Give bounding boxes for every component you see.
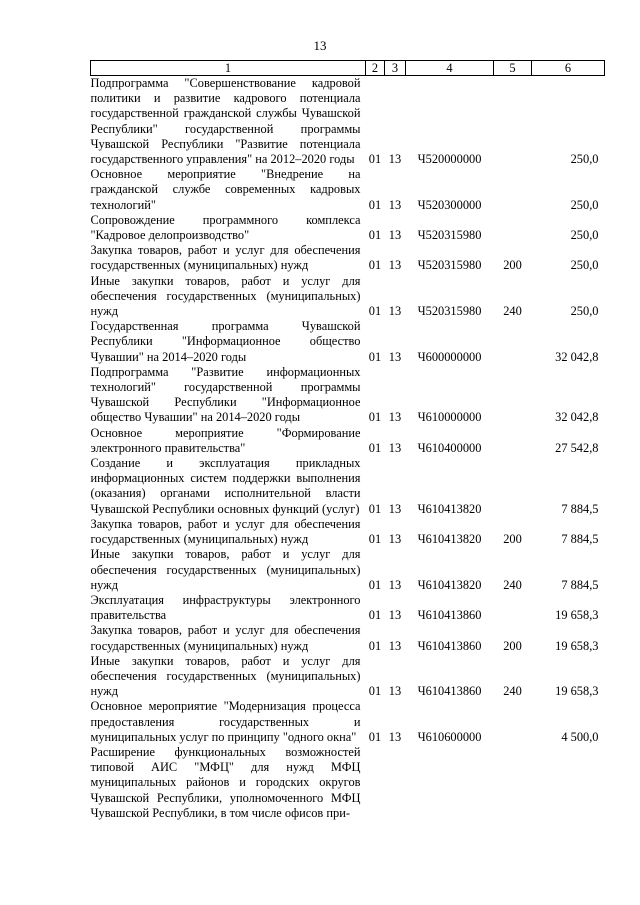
row-target-article: Ч610413820: [417, 577, 482, 592]
row-amount: 7 884,5: [561, 501, 599, 516]
row-subsection: 13: [388, 197, 402, 212]
row-amount: 250,0: [570, 197, 599, 212]
row-expense-type: [494, 167, 532, 213]
row-amount: 4 500,0: [561, 729, 599, 744]
row-name: Эксплуатация инфраструктуры электронного правительства: [90, 592, 361, 623]
row-section: 01: [368, 608, 382, 623]
row-amount: 7 884,5: [561, 532, 599, 547]
row-section: 01: [368, 349, 382, 364]
row-expense-type: [494, 593, 532, 623]
row-subsection: 13: [388, 258, 402, 273]
row-target-article: Ч610413820: [417, 532, 482, 547]
row-name: Иные закупки товаров, работ и услуг для обеспечения государственных (муниципальных) нужд: [90, 653, 361, 699]
row-expense-type: 240: [503, 304, 522, 319]
row-target-article: Ч520300000: [417, 197, 482, 212]
row-subsection: 13: [388, 349, 402, 364]
row-subsection: 13: [388, 440, 402, 455]
row-name: Закупка товаров, работ и услуг для обеспечения государственных (муниципальных) нужд: [90, 516, 361, 547]
row-expense-type: [494, 365, 532, 426]
row-name: Сопровождение программного комплекса "Кадровое делопроизводство": [90, 212, 361, 243]
table-row: [91, 456, 605, 517]
row-name: Закупка товаров, работ и услуг для обеспечения государственных (муниципальных) нужд: [90, 243, 361, 273]
row-amount: 19 658,3: [555, 684, 599, 699]
page-number: 13: [313, 38, 327, 53]
column-header-1: 1: [91, 61, 366, 76]
row-section: 01: [368, 577, 382, 592]
row-target-article: Ч600000000: [417, 349, 482, 364]
column-header-2: 2: [366, 61, 385, 76]
row-name: Иные закупки товаров, работ и услуг для обеспечения государственных (муниципальных) нужд: [90, 273, 361, 319]
row-name: Основное мероприятие "Внедрение на гражданской службе современных кадровых технологий": [90, 167, 361, 212]
table-row: [91, 319, 605, 365]
row-name: Подпрограмма "Развитие информационных технологий" государственной программы Чувашской Республики "Информационное общество Чувашии" на 2014–2020 годы: [90, 364, 361, 425]
row-amount: 7 884,5: [561, 577, 599, 592]
row-subsection: 13: [388, 577, 402, 592]
row-subsection: 13: [388, 152, 402, 167]
row-amount: 32 042,8: [555, 410, 599, 425]
row-section: 01: [368, 197, 382, 212]
row-section: 01: [368, 304, 382, 319]
table-row: [91, 76, 605, 168]
column-header-3: 3: [385, 61, 406, 76]
row-section: 01: [368, 684, 382, 699]
row-target-article: Ч520000000: [417, 152, 482, 167]
row-expense-type: [494, 699, 532, 745]
table-row: [91, 243, 605, 273]
row-section: 01: [368, 152, 382, 167]
row-name: Подпрограмма "Совершенствование кадровой политики и развитие кадрового потенциала государственной гражданской службы Чувашской Республики" государственной программы Чувашской Республики "Развитие потенциала государственного управления" на 2012–2020 годы: [90, 76, 361, 167]
table-row: [91, 654, 605, 700]
row-subsection: 13: [388, 501, 402, 516]
row-amount: 250,0: [570, 228, 599, 243]
row-section: 01: [368, 440, 382, 455]
row-subsection: 13: [388, 304, 402, 319]
row-expense-type: [494, 426, 532, 456]
row-section: 01: [368, 228, 382, 243]
budget-table: [90, 60, 605, 821]
row-expense-type: 200: [503, 638, 522, 653]
table-row: [91, 547, 605, 593]
trailing-row: [91, 745, 605, 821]
row-section: 01: [368, 638, 382, 653]
row-section: 01: [368, 532, 382, 547]
row-target-article: Ч520315980: [417, 258, 482, 273]
row-amount: 250,0: [570, 152, 599, 167]
trailing-row-name: Расширение функциональных возможностей типовой АИС "МФЦ" для нужд МФЦ муниципальных районов и городских округов Чувашской Республики, уполномоченного МФЦ Чувашской Республики, в том числе офисов при-: [90, 744, 361, 820]
table-row: [91, 593, 605, 623]
table-row: [91, 274, 605, 320]
row-name: Государственная программа Чувашской Республики "Информационное общество Чувашии" на 2014–2020 годы: [90, 319, 361, 364]
table-row: [91, 213, 605, 243]
table-row: [91, 517, 605, 547]
row-target-article: Ч520315980: [417, 304, 482, 319]
column-header-6: 6: [532, 61, 605, 76]
row-section: 01: [368, 729, 382, 744]
row-target-article: Ч520315980: [417, 228, 482, 243]
row-target-article: Ч610600000: [417, 729, 482, 744]
row-name: Создание и эксплуатация прикладных информационных систем поддержки выполнения (оказания) органами исполнительной власти Чувашской Республики основных функций (услуг): [90, 456, 361, 516]
row-expense-type: [494, 213, 532, 243]
row-expense-type: 240: [503, 684, 522, 699]
column-header-4: 4: [406, 61, 494, 76]
row-subsection: 13: [388, 228, 402, 243]
row-subsection: 13: [388, 532, 402, 547]
row-expense-type: 240: [503, 577, 522, 592]
table-row: [91, 623, 605, 653]
row-expense-type: 200: [503, 532, 522, 547]
row-target-article: Ч610413820: [417, 501, 482, 516]
row-amount: 27 542,8: [555, 440, 599, 455]
row-subsection: 13: [388, 638, 402, 653]
table-row: [91, 167, 605, 213]
row-name: Иные закупки товаров, работ и услуг для обеспечения государственных (муниципальных) нужд: [90, 547, 361, 592]
row-amount: 19 658,3: [555, 608, 599, 623]
row-section: 01: [368, 501, 382, 516]
table-row: [91, 365, 605, 426]
row-subsection: 13: [388, 410, 402, 425]
row-expense-type: [494, 319, 532, 365]
row-subsection: 13: [388, 608, 402, 623]
row-section: 01: [368, 410, 382, 425]
row-target-article: Ч610000000: [417, 410, 482, 425]
row-name: Закупка товаров, работ и услуг для обеспечения государственных (муниципальных) нужд: [90, 623, 361, 653]
row-name: Основное мероприятие "Модернизация процесса предоставления государственных и муниципальных услуг по принципу "одного окна": [90, 699, 361, 744]
row-target-article: Ч610413860: [417, 638, 482, 653]
row-expense-type: [494, 76, 532, 168]
row-amount: 32 042,8: [555, 349, 599, 364]
row-amount: 250,0: [570, 304, 599, 319]
row-target-article: Ч610413860: [417, 684, 482, 699]
row-amount: 19 658,3: [555, 638, 599, 653]
row-name: Основное мероприятие "Формирование электронного правительства": [90, 425, 361, 455]
row-expense-type: [494, 456, 532, 517]
row-subsection: 13: [388, 729, 402, 744]
column-header-5: 5: [494, 61, 532, 76]
row-amount: 250,0: [570, 258, 599, 273]
row-section: 01: [368, 258, 382, 273]
table-row: [91, 426, 605, 456]
table-row: [91, 699, 605, 745]
row-subsection: 13: [388, 684, 402, 699]
row-expense-type: 200: [503, 258, 522, 273]
row-target-article: Ч610413860: [417, 608, 482, 623]
table-header-row: [91, 61, 605, 76]
row-target-article: Ч610400000: [417, 440, 482, 455]
